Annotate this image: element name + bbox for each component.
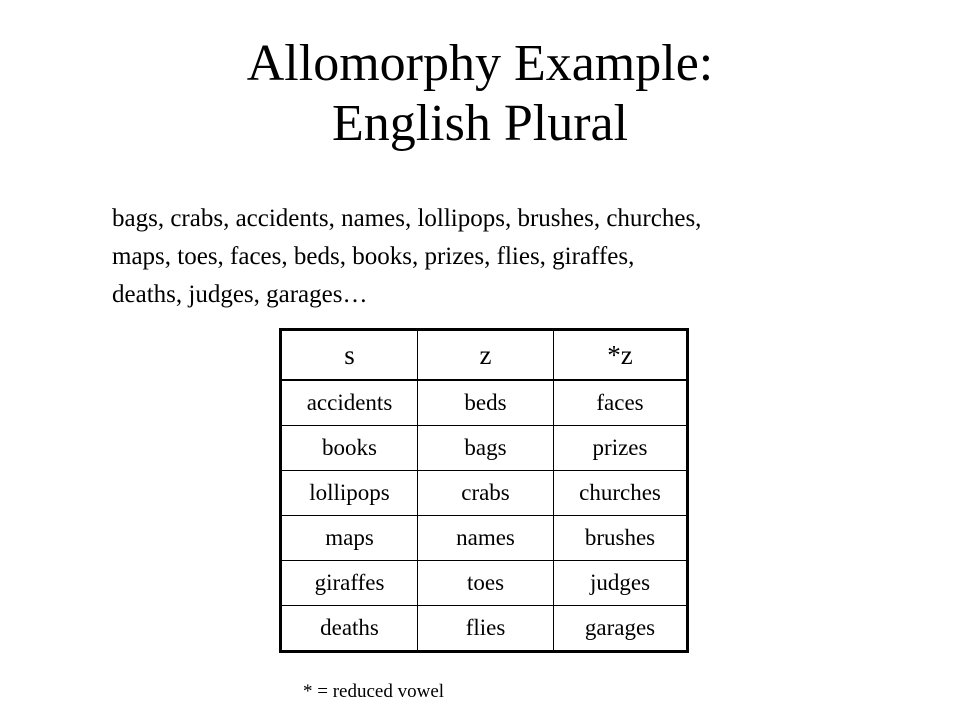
column-header-reduced-z: *z bbox=[554, 330, 688, 381]
table-row bbox=[281, 471, 688, 516]
table-cell: lollipops bbox=[281, 471, 418, 516]
title-line-2: English Plural bbox=[331, 95, 629, 152]
table-cell: crabs bbox=[418, 471, 554, 516]
table-row bbox=[281, 380, 688, 426]
table-cell: prizes bbox=[554, 426, 688, 471]
example-line-2: maps, toes, faces, beds, books, prizes, flies, giraffes, bbox=[112, 243, 635, 270]
table-cell: names bbox=[418, 516, 554, 561]
example-line-1: bags, crabs, accidents, names, lollipops, brushes, churches, bbox=[112, 205, 702, 232]
table-cell: books bbox=[281, 426, 418, 471]
example-line-3: deaths, judges, garages… bbox=[112, 281, 368, 308]
table-cell: flies bbox=[418, 606, 554, 652]
title-line-1: Allomorphy Example: bbox=[246, 35, 714, 92]
table-header-row bbox=[281, 330, 688, 381]
table-cell: faces bbox=[554, 380, 688, 426]
table-row bbox=[281, 516, 688, 561]
column-header-s: s bbox=[281, 330, 418, 381]
column-header-z: z bbox=[418, 330, 554, 381]
table-cell: bags bbox=[418, 426, 554, 471]
table-cell: brushes bbox=[554, 516, 688, 561]
table-row bbox=[281, 561, 688, 606]
table-cell: beds bbox=[418, 380, 554, 426]
table-cell: toes bbox=[418, 561, 554, 606]
table-cell: accidents bbox=[281, 380, 418, 426]
table-row bbox=[281, 606, 688, 652]
table-cell: giraffes bbox=[281, 561, 418, 606]
table-row bbox=[281, 426, 688, 471]
table-cell: churches bbox=[554, 471, 688, 516]
table-cell: maps bbox=[281, 516, 418, 561]
table-cell: deaths bbox=[281, 606, 418, 652]
footnote-reduced-vowel: * = reduced vowel bbox=[303, 681, 445, 702]
example-word-list bbox=[112, 200, 892, 314]
table-cell: judges bbox=[554, 561, 688, 606]
plural-allomorph-table bbox=[279, 328, 689, 653]
slide-title bbox=[0, 34, 960, 154]
table-cell: garages bbox=[554, 606, 688, 652]
